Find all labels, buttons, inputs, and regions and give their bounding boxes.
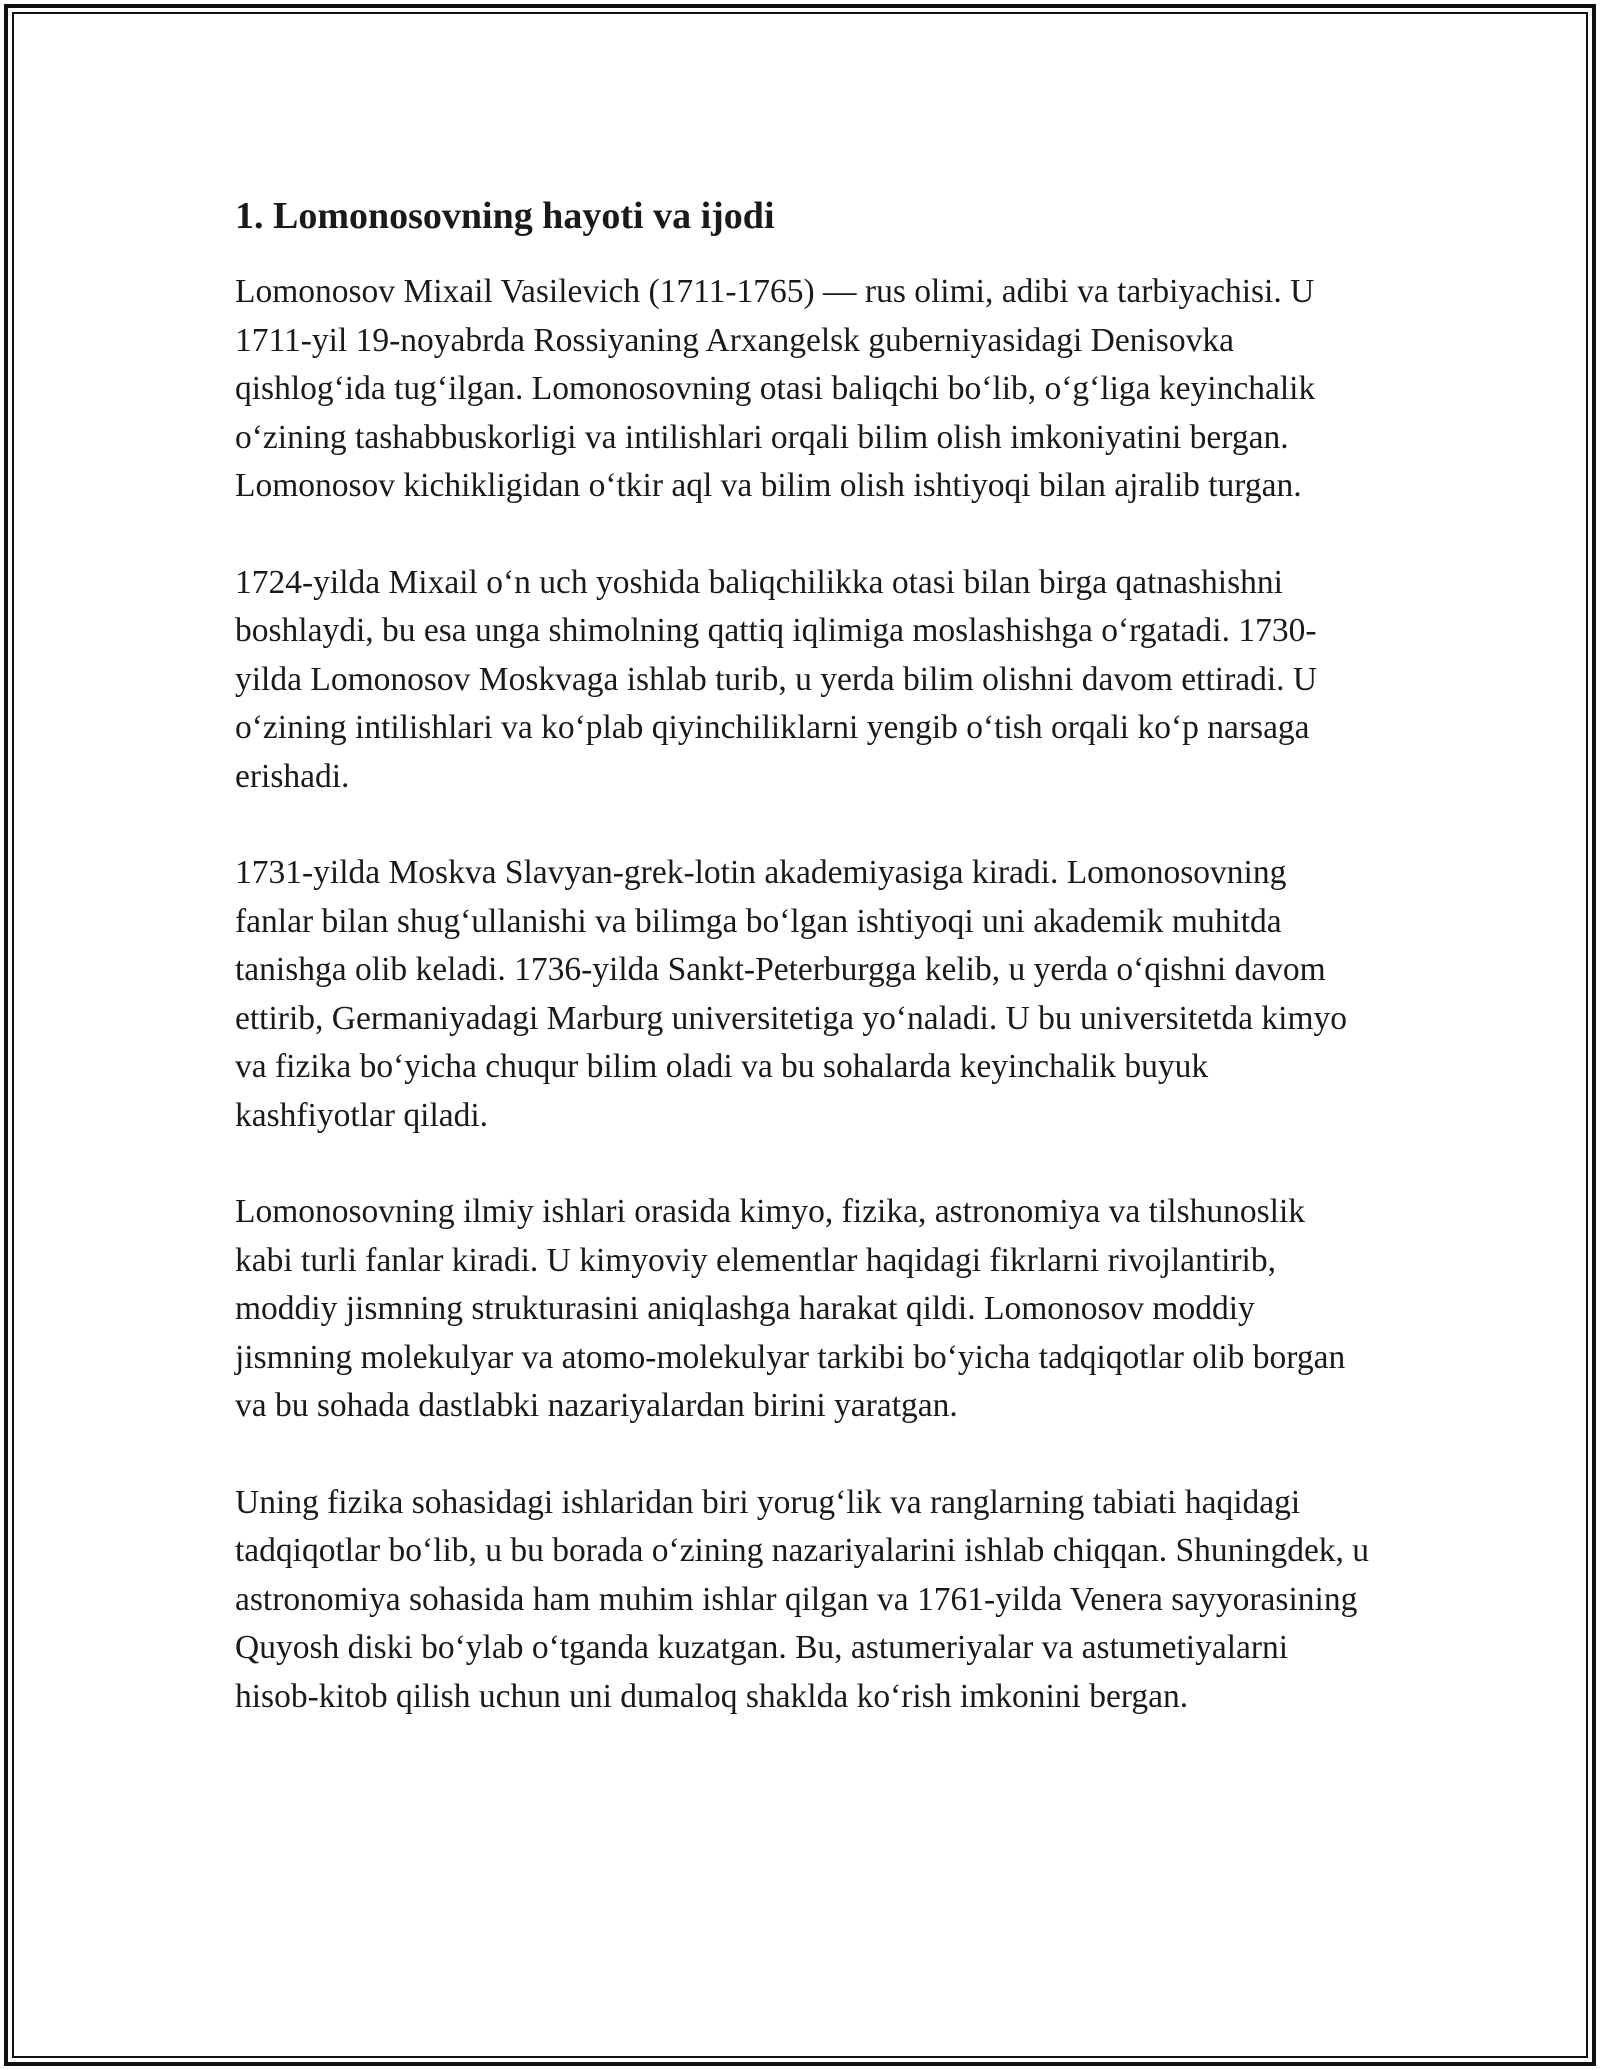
paragraph-4: Lomonosovning ilmiy ishlari orasida kimyo, fizika, astronomiya va tilshunoslik kabi turli fanlar kiradi. U kimyoviy elementlar haqidagi fikrlarni rivojlantirib, moddiy jismning strukturasini aniqlashga harakat qildi. Lomonosov moddiy jismning molekulyar va atomo-molekulyar tarkibi bo‘yicha tadqiqotlar olib borgan va bu sohada dastlabki nazariyalardan birini yaratgan. [235,1193,1346,1424]
document-body [235,188,1370,1769]
section-heading: 1. Lomonosovning hayoti va ijodi [235,195,775,237]
paragraph-5: Uning fizika sohasidagi ishlaridan biri yorug‘lik va ranglarning tabiati haqidagi tadqiqotlar bo‘lib, u bu borada o‘zining nazariyalarini ishlab chiqqan. Shuningdek, u astronomiya sohasida ham muhim ishlar qilgan va 1761-yilda Venera sayyorasining Quyosh diski bo‘ylab o‘tganda kuzatgan. Bu, astumeriyalar va astumetiyalarni hisob-kitob qilish uchun uni dumaloq shaklda ko‘rish imkonini bergan. [235,1483,1370,1715]
paragraph-2: 1724-yilda Mixail o‘n uch yoshida baliqchilikka otasi bilan birga qatnashishni boshlaydi, bu esa unga shimolning qattiq iqlimiga moslashishga o‘rgatadi. 1730-yilda Lomonosov Moskvaga ishlab turib, u yerda bilim olishni davom ettiradi. U o‘zining intilishlari va ko‘plab qiyinchiliklarni yengib o‘tish orqali ko‘p narsaga erishadi. [235,563,1318,795]
paragraph-3: 1731-yilda Moskva Slavyan-grek-lotin akademiyasiga kiradi. Lomonosovning fanlar bilan shug‘ullanishi va bilimga bo‘lgan ishtiyoqi uni akademik muhitda tanishga olib keladi. 1736-yilda Sankt-Peterburgga kelib, u yerda o‘qishni davom ettirib, Germaniyadagi Marburg universitetiga yo‘naladi. U bu universitetda kimyo va fizika bo‘yicha chuqur bilim oladi va bu sohalarda keyinchalik buyuk kashfiyotlar qiladi. [235,854,1348,1134]
paragraph-1: Lomonosov Mixail Vasilevich (1711-1765) — rus olimi, adibi va tarbiyachisi. U 1711-yil 19-noyabrda Rossiyaning Arxangelsk guberniyasidagi Denisovka qishlog‘ida tug‘ilgan. Lomonosovning otasi baliqchi bo‘lib, o‘g‘liga keyinchalik o‘zining tashabbuskorligi va intilishlari orqali bilim olish imkoniyatini bergan. Lomonosov kichikligidan o‘tkir aql va bilim olish ishtiyoqi bilan ajralib turgan. [235,273,1316,504]
